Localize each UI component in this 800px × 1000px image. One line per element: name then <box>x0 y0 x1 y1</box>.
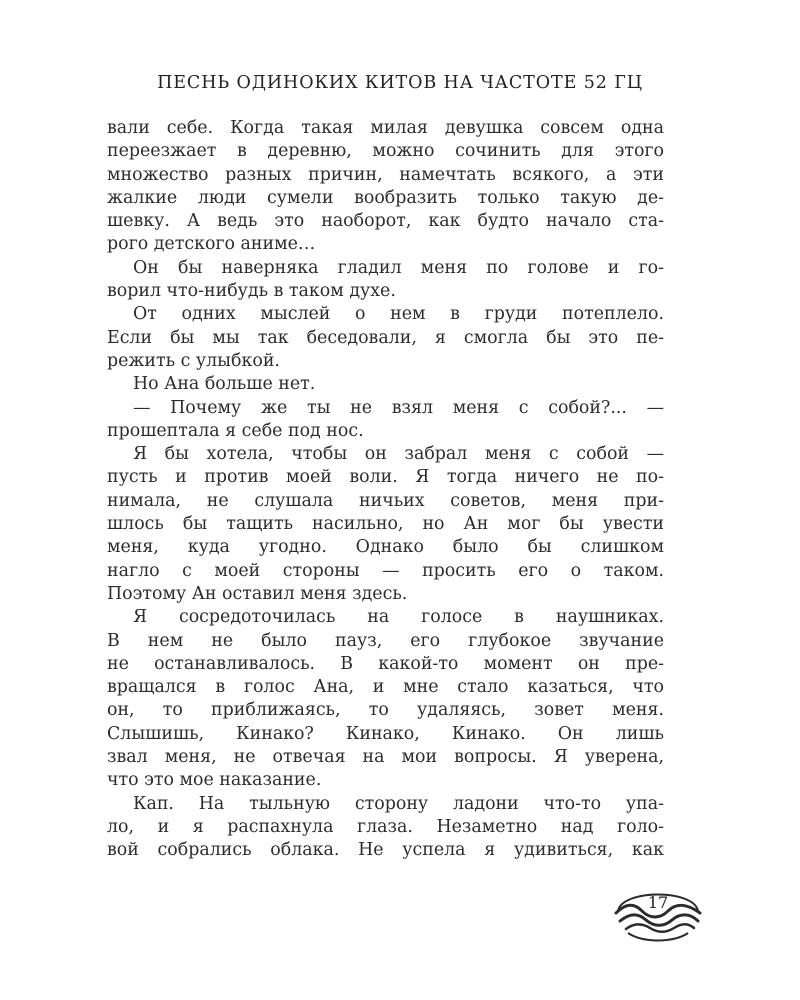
text-line: нагло с моей стороны — просить его о таком. <box>107 560 664 581</box>
text-line: вали себе. Когда такая милая девушка совсем одна <box>107 118 664 138</box>
text-line: шлось бы тащить насильно, но Ан мог бы увести <box>107 514 664 535</box>
text-line: он, то приближаясь, то удаляясь, зовет меня. <box>107 700 664 721</box>
page-number-emblem <box>612 883 704 945</box>
text-line: что это мое наказание. <box>107 770 322 791</box>
text-line: Он бы наверняка гладил меня по голове и го- <box>133 257 664 278</box>
text-line: рого детского аниме… <box>107 234 316 255</box>
text-line: От одних мыслей о нем в груди потеплело. <box>133 304 664 325</box>
text-line: жалкие люди сумели вообразить только такую де- <box>107 187 664 208</box>
page-number: 17 <box>647 893 669 912</box>
text-line: — Почему же ты не взял меня с собой?... — <box>133 397 664 418</box>
text-line: нимала, не слушала ничьих советов, меня при- <box>107 490 664 511</box>
text-line: Я сосредоточилась на голосе в наушниках. <box>133 607 664 628</box>
text-line: Поэтому Ан оставил меня здесь. <box>107 583 408 604</box>
running-head: ПЕСНЬ ОДИНОКИХ КИТОВ НА ЧАСТОТЕ 52 ГЦ <box>157 73 643 93</box>
text-line: не останавливалось. В какой-то момент он пре- <box>107 653 664 674</box>
text-line: шевку. А ведь это наоборот, как будто начало ста- <box>107 211 664 232</box>
text-line: вой собрались облака. Не успела я удивиться, как <box>107 840 664 861</box>
text-line: меня, куда угодно. Однако было бы слишком <box>107 537 664 558</box>
text-line: вращался в голос Ана, и мне стало казаться, что <box>107 677 664 698</box>
text-line: переезжает в деревню, можно сочинить для этого <box>107 141 664 162</box>
text-line: Если бы мы так беседовали, я смогла бы это пе- <box>107 327 664 348</box>
text-line: звал меня, не отвечая на мои вопросы. Я уверена, <box>107 747 664 768</box>
text-line: Но Ана больше нет. <box>133 374 316 395</box>
text-line: режить с улыбкой. <box>107 350 280 371</box>
text-line: Слышишь, Кинако? Кинако, Кинако. Он лишь <box>107 723 664 744</box>
text-line: Я бы хотела, чтобы он забрал меня с собой — <box>133 444 664 465</box>
text-line: ворил что-нибудь в таком духе. <box>107 281 396 302</box>
text-line: множество разных причин, намечтать всякого, а эти <box>107 164 664 185</box>
text-line: прошептала я себе под нос. <box>107 420 364 441</box>
text-line: Кап. На тыльную сторону ладони что-то упа- <box>133 793 664 814</box>
text-line: пусть и против моей воли. Я тогда ничего не по- <box>107 467 664 488</box>
body-text <box>107 117 664 863</box>
text-line: В нем не было пауз, его глубокое звучание <box>107 630 664 651</box>
text-line: ло, и я распахнула глаза. Незаметно над голо- <box>107 816 664 837</box>
